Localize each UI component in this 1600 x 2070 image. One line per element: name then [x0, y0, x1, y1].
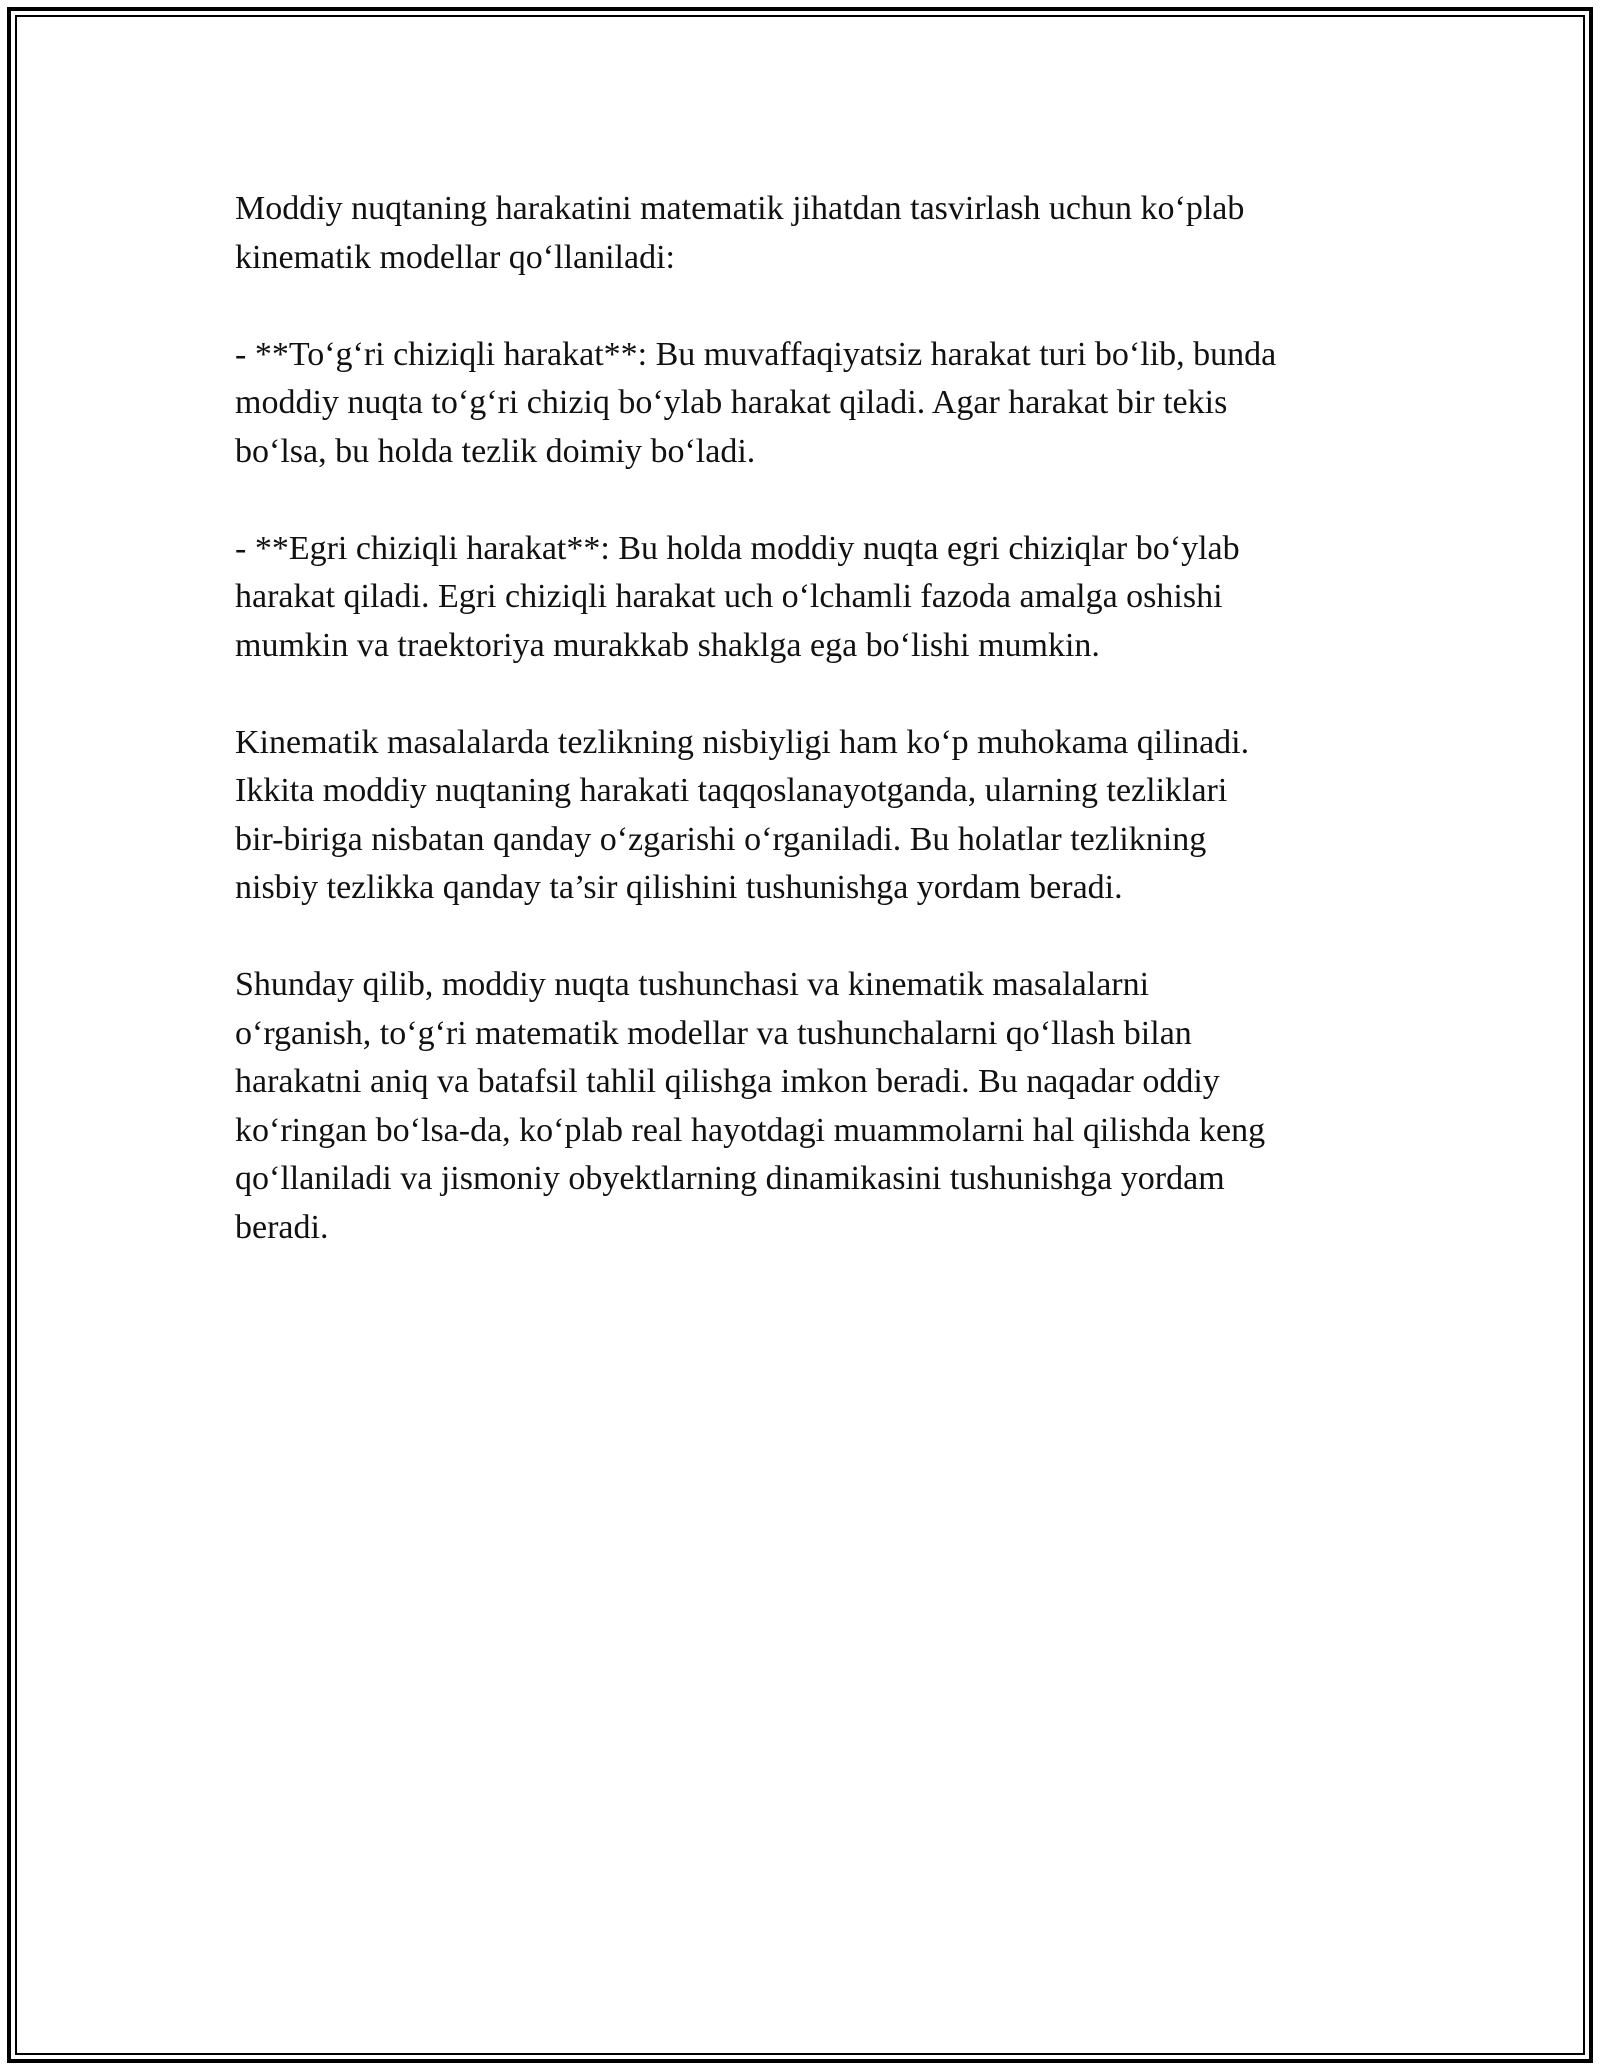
paragraph-intro: Moddiy nuqtaning harakatini matematik jihatdan tasvirlash uchun ko‘plab kinematik modellar qo‘llaniladi:	[235, 190, 1245, 276]
paragraph-straight-motion: - **To‘g‘ri chiziqli harakat**: Bu muvaffaqiyatsiz harakat turi bo‘lib, bunda moddiy nuqta to‘g‘ri chiziq bo‘ylab harakat qiladi. Agar harakat bir tekis bo‘lsa, bu holda tezlik doimiy bo‘ladi.	[235, 335, 1277, 470]
paragraph-curved-motion: - **Egri chiziqli harakat**: Bu holda moddiy nuqta egri chiziqlar bo‘ylab harakat qiladi. Egri chiziqli harakat uch o‘lchamli fazoda amalga oshishi mumkin va traektoriya murakkab shaklga ega bo‘lishi mumkin.	[235, 529, 1240, 664]
document-body	[235, 185, 1375, 1301]
paragraph-relative-velocity: Kinematik masalalarda tezlikning nisbiyligi ham ko‘p muhokama qilinadi. Ikkita moddiy nuqtaning harakati taqqoslanayotganda, ularning tezliklari bir-biriga nisbatan qanday o‘zgarishi o‘rganiladi. Bu holatlar tezlikning nisbiy tezlikka qanday ta’sir qilishini tushunishga yordam beradi.	[235, 723, 1250, 906]
paragraph-conclusion: Shunday qilib, moddiy nuqta tushunchasi va kinematik masalalarni o‘rganish, to‘g‘ri matematik modellar va tushunchalarni qo‘llash bilan harakatni aniq va batafsil tahlil qilishga imkon beradi. Bu naqadar oddiy ko‘ringan bo‘lsa-da, ko‘plab real hayotdagi muammolarni hal qilishda keng qo‘llaniladi va jismoniy obyektlarning dinamikasini tushunishga yordam beradi.	[235, 966, 1266, 1246]
